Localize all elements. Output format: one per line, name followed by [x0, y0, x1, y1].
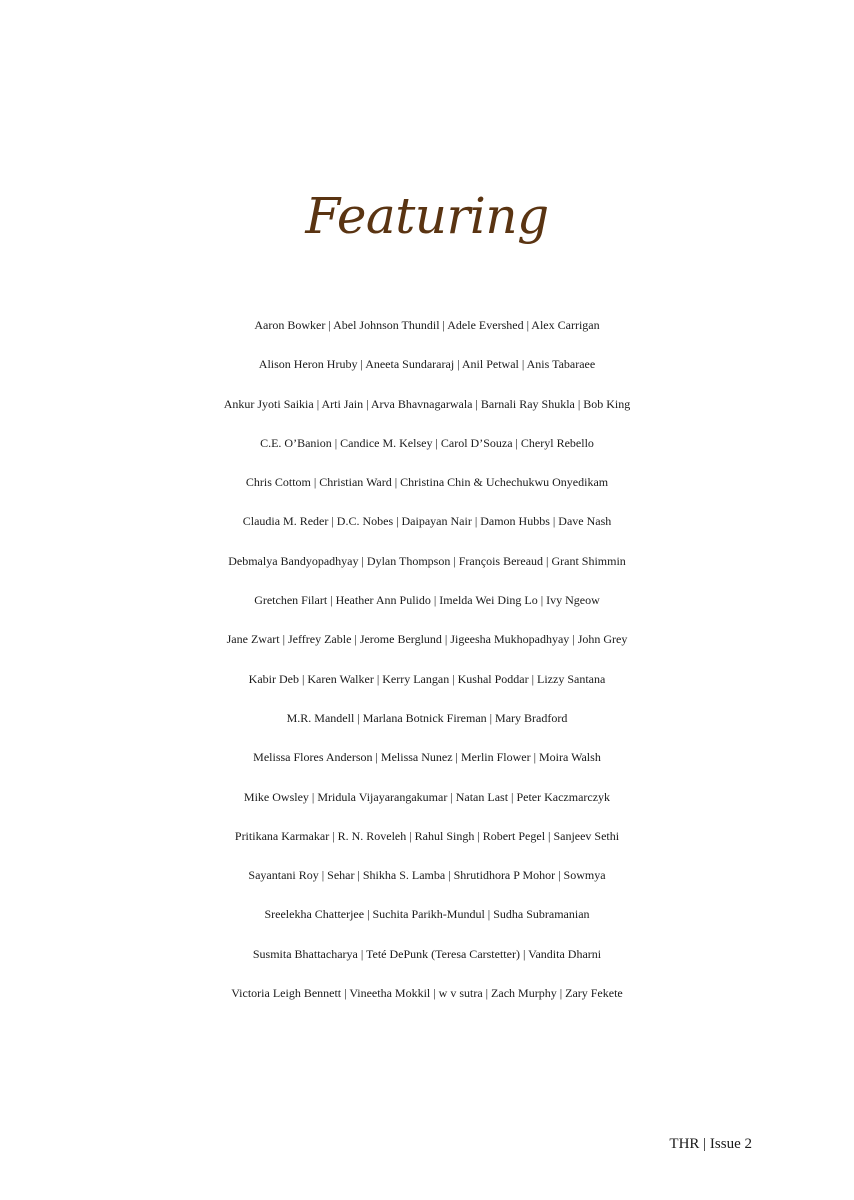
contributor-line: Claudia M. Reder | D.C. Nobes | Daipayan Nair | Damon Hubbs | Dave Nash [242, 514, 612, 529]
contributor-line: Aaron Bowker | Abel Johnson Thundil | Adele Evershed | Alex Carrigan [254, 318, 600, 332]
contributor-line: Gretchen Filart | Heather Ann Pulido | Imelda Wei Ding Lo | Ivy Ngeow [254, 593, 600, 608]
contributor-line: M.R. Mandell | Marlana Botnick Fireman | Mary Bradford [286, 710, 568, 725]
contributor-line: Victoria Leigh Bennett | Vineetha Mokkil | w v sutra | Zach Murphy | Zary Fekete [231, 986, 623, 1001]
page-title: Featuring [305, 187, 549, 245]
contributor-line: Chris Cottom | Christian Ward | Christina Chin & Uchechukwu Onyedikam [245, 475, 609, 490]
contributor-line: Sreelekha Chatterjee | Suchita Parikh-Mundul | Sudha Subramanian [264, 907, 590, 922]
contributor-line: Jane Zwart | Jeffrey Zable | Jerome Berglund | Jigeesha Mukhopadhyay | John Grey [226, 632, 628, 647]
page-footer: THR | Issue 2 [669, 1136, 752, 1152]
contributor-line: Alison Heron Hruby | Aneeta Sundararaj | Anil Petwal | Anis Tabaraee [258, 357, 596, 372]
contributor-line: Susmita Bhattacharya | Teté DePunk (Teresa Carstetter) | Vandita Dharni [252, 946, 602, 961]
contributor-line: Sayantani Roy | Sehar | Shikha S. Lamba | Shrutidhora P Mohor | Sowmya [248, 868, 606, 883]
contributor-line: Mike Owsley | Mridula Vijayarangakumar | Natan Last | Peter Kaczmarczyk [243, 789, 611, 804]
contributor-list [0, 306, 854, 1013]
contributor-line: Pritikana Karmakar | R. N. Roveleh | Rahul Singh | Robert Pegel | Sanjeev Sethi [234, 828, 620, 843]
contributor-line: Kabir Deb | Karen Walker | Kerry Langan | Kushal Poddar | Lizzy Santana [248, 671, 606, 686]
contributor-line: Melissa Flores Anderson | Melissa Nunez | Merlin Flower | Moira Walsh [253, 750, 601, 765]
contributor-line: C.E. O’Banion | Candice M. Kelsey | Carol D’Souza | Cheryl Rebello [260, 435, 594, 450]
contributor-line: Debmalya Bandyopadhyay | Dylan Thompson | François Bereaud | Grant Shimmin [228, 553, 626, 568]
contributor-line: Ankur Jyoti Saikia | Arti Jain | Arva Bhavnagarwala | Barnali Ray Shukla | Bob King [223, 396, 631, 411]
